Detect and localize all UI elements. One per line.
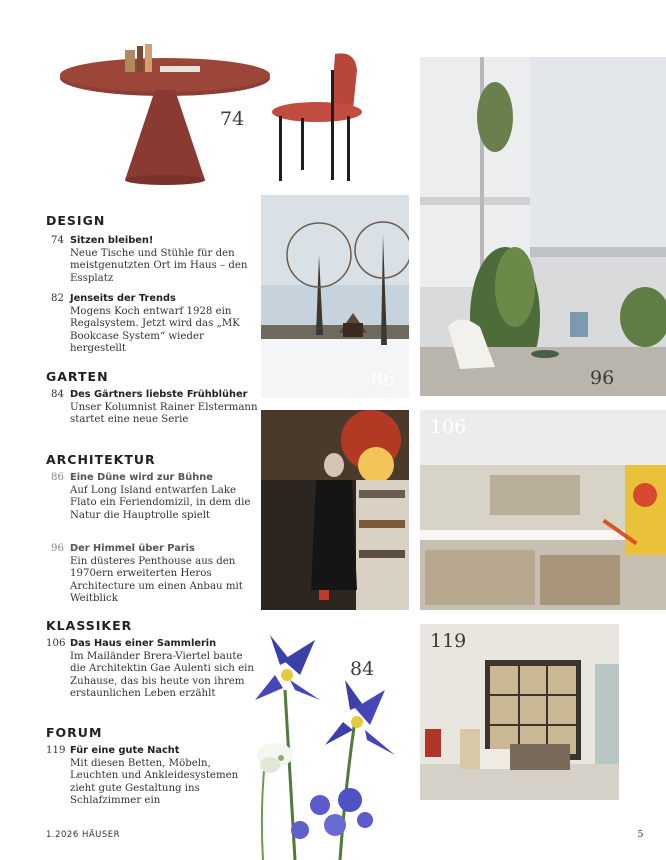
entry-title: Das Haus einer Sammlerin <box>70 638 217 649</box>
folio-number: 5 <box>637 829 644 840</box>
section-heading-forum: FORUM <box>46 725 103 740</box>
page-number-106: 106 <box>430 416 467 438</box>
entry-page-number: 86 <box>51 472 64 483</box>
entry-description: Im Mailänder Brera-Viertel baute die Architektin Gae Aulenti sich ein Zuhause, das bis heute von ihrem erstaunlichen Leben erzählt <box>70 650 254 700</box>
section-heading-klassiker: KLASSIKER <box>46 618 133 633</box>
entry-page-number: 106 <box>46 638 66 649</box>
winter-landscape-photo <box>261 195 409 398</box>
entry-page-number: 96 <box>51 543 64 554</box>
page-number-84: 84 <box>350 658 375 680</box>
entry-page-number: 84 <box>51 389 64 400</box>
terrace-photo <box>420 57 666 396</box>
entry-description: Mit diesen Betten, Möbeln, Leuchten und Ankleidesystemen zieht gute Gestaltung ins Schlafzimmer ein <box>70 757 239 807</box>
entry-page-number: 82 <box>51 293 64 304</box>
page-number-119: 119 <box>430 630 467 652</box>
section-heading-garten: GARTEN <box>46 369 109 384</box>
entry-description: Mogens Koch entwarf 1928 ein Regalsystem. Jetzt wird das „MK Bookcase System“ wieder hergestellt <box>70 305 240 355</box>
collector-house-photo <box>420 410 666 610</box>
penthouse-photo <box>261 410 409 610</box>
entry-page-number: 74 <box>51 235 64 246</box>
page-number-74: 74 <box>220 108 245 130</box>
section-heading-architektur: ARCHITEKTUR <box>46 452 156 467</box>
entry-title: Für eine gute Nacht <box>70 745 180 756</box>
entry-page-number: 119 <box>46 745 66 756</box>
entry-title: Der Himmel über Paris <box>70 543 195 554</box>
entry-description: Unser Kolumnist Rainer Elstermann startet eine neue Serie <box>70 401 258 426</box>
entry-title: Des Gärtners liebste Frühblüher <box>70 389 248 400</box>
entry-title: Jenseits der Trends <box>70 293 176 304</box>
page-number-86: 86 <box>371 368 396 390</box>
entry-description: Neue Tische und Stühle für den meistgenutzten Ort im Haus – den Essplatz <box>70 247 248 284</box>
table-chair-photo <box>55 40 375 190</box>
entry-title: Sitzen bleiben! <box>70 235 154 246</box>
page-number-96: 96 <box>590 367 615 389</box>
entry-description: Auf Long Island entwarfen Lake Flato ein Feriendomizil, in dem die Natur die Hauptrolle spielt <box>70 484 251 521</box>
bedroom-photo <box>420 624 619 800</box>
section-heading-design: DESIGN <box>46 213 106 228</box>
entry-description: Ein düsteres Penthouse aus den 1970ern erweiterten Heros Architecture um einen Anbau mit Weitblick <box>70 555 243 605</box>
entry-title: Eine Düne wird zur Bühne <box>70 472 213 483</box>
issue-label: 1.2026 HÄUSER <box>46 830 121 840</box>
